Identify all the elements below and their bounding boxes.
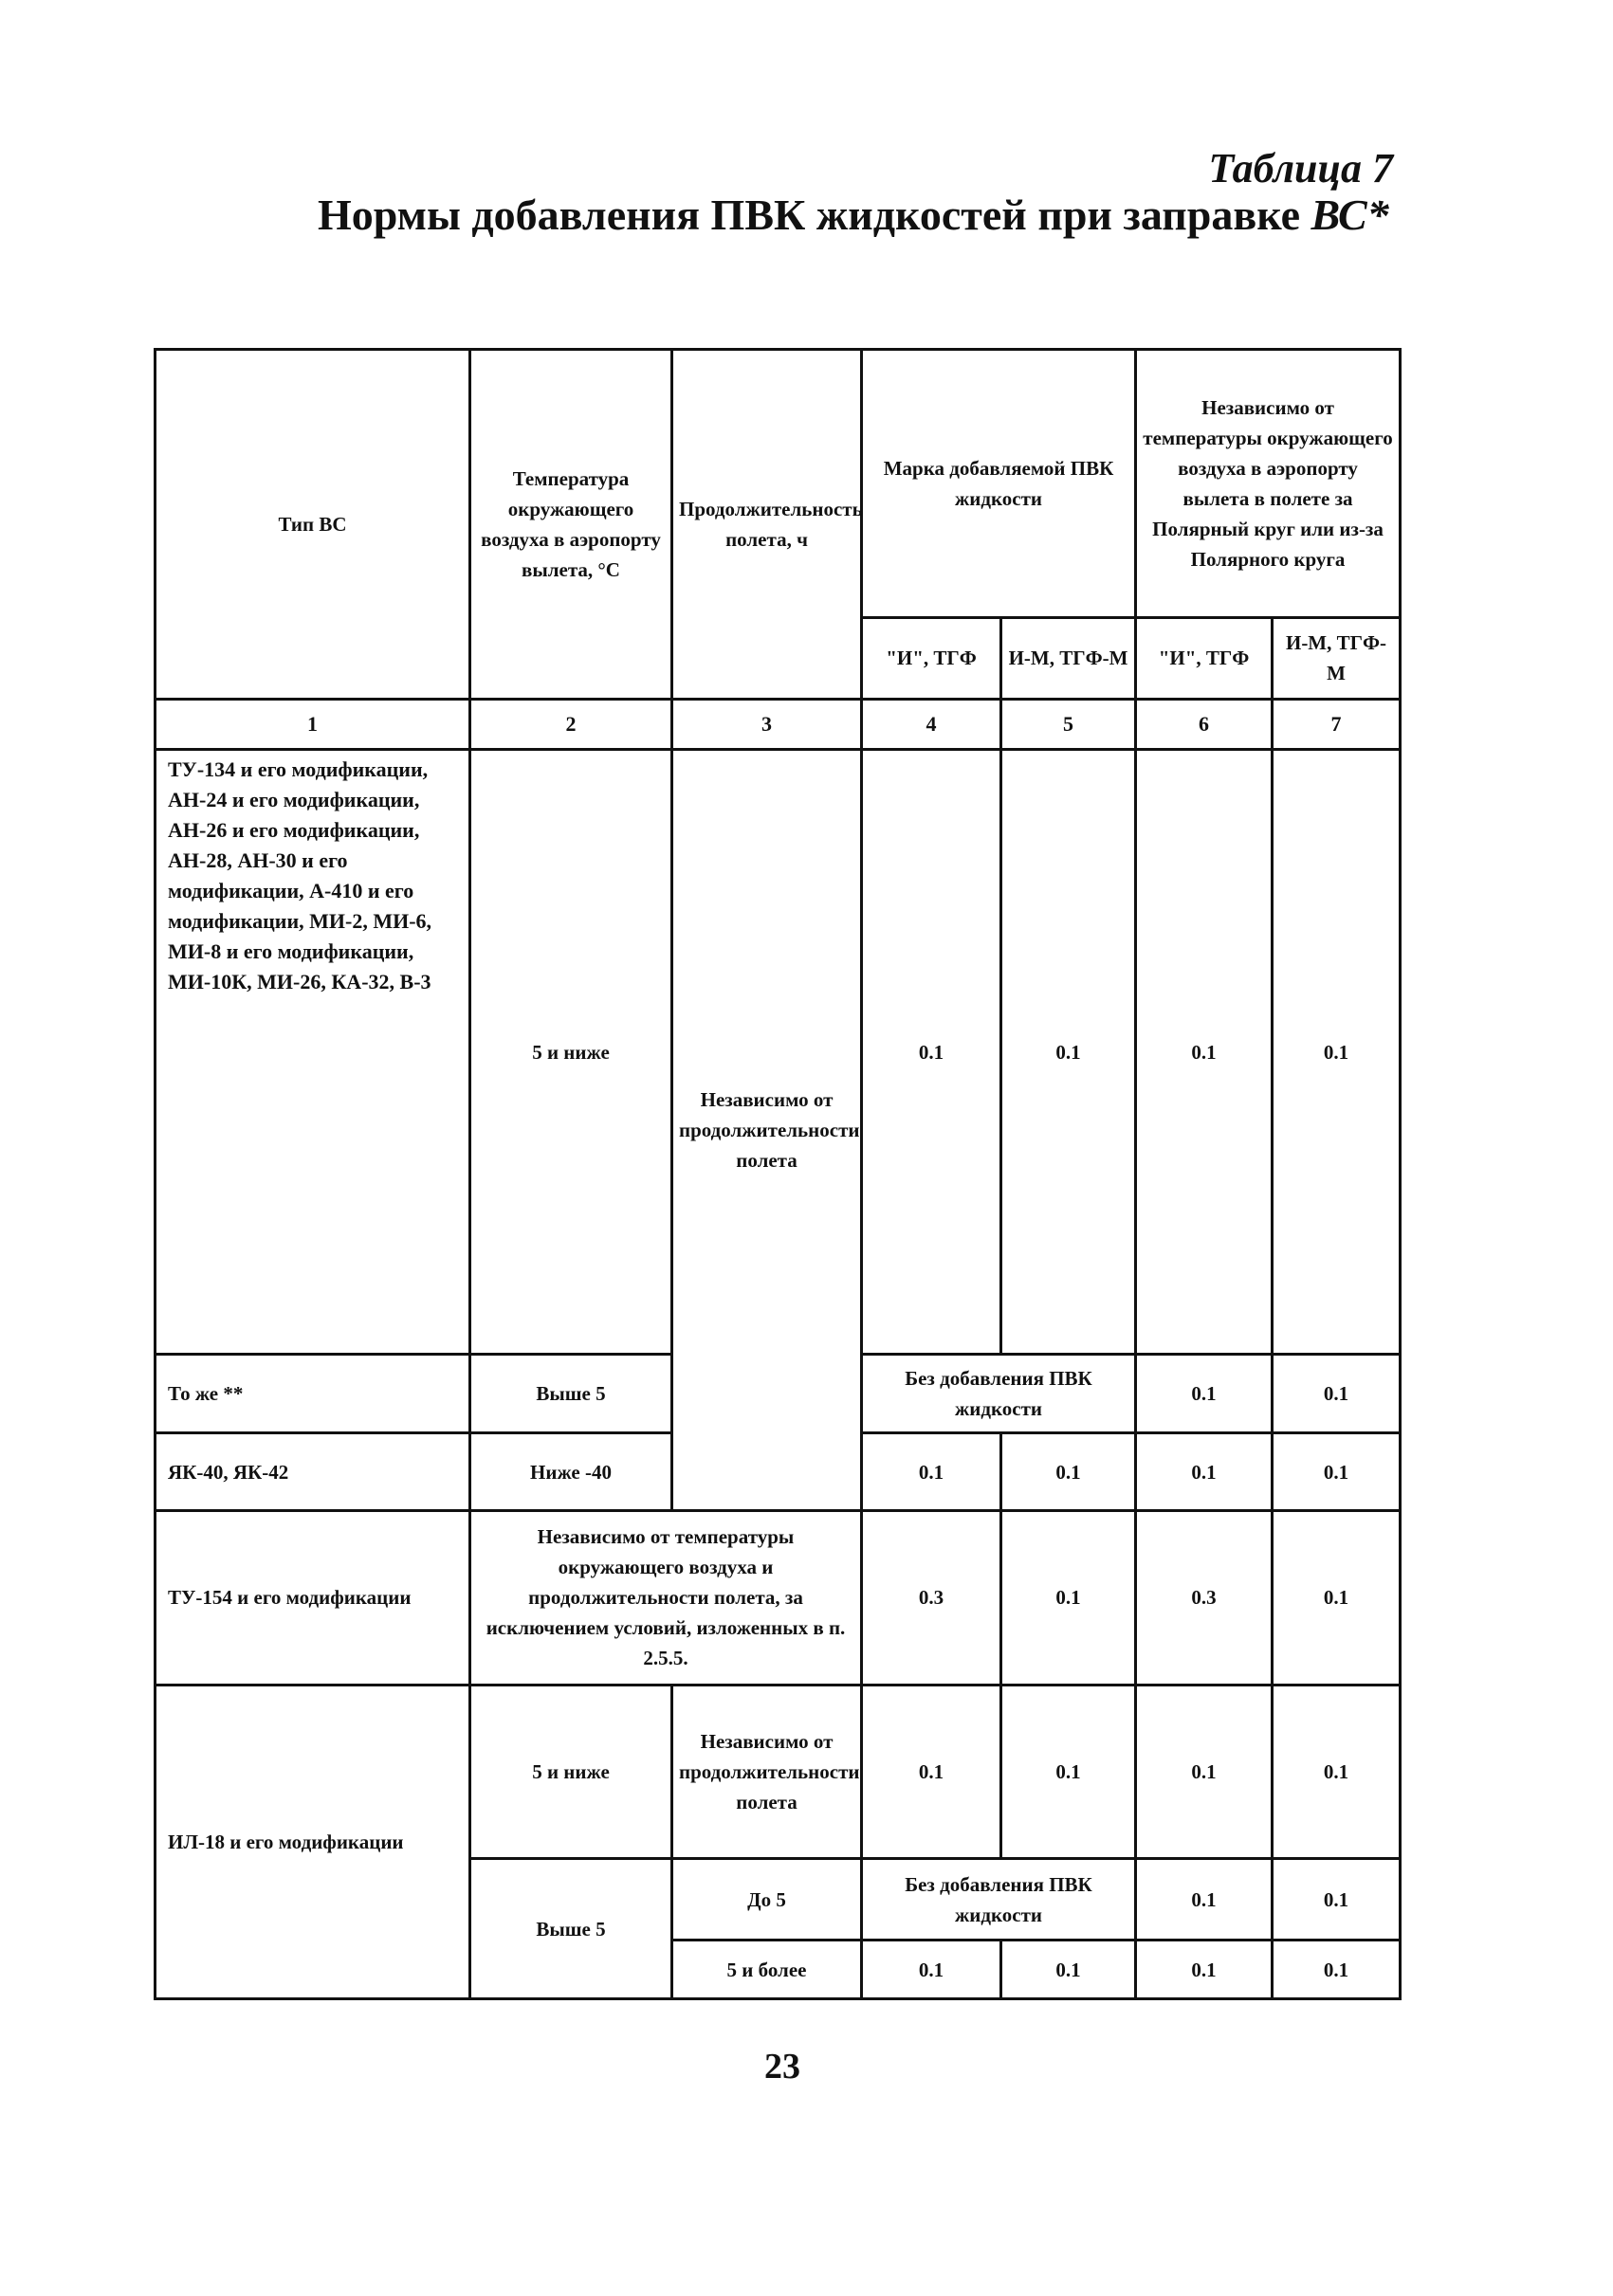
value-col7: 0.1 [1273, 750, 1401, 1355]
table-number: Таблица 7 [1208, 145, 1393, 191]
table-row [156, 1510, 1401, 1685]
column-number: 7 [1273, 699, 1401, 750]
temperature: Ниже -40 [470, 1433, 672, 1511]
temperature: 5 и ниже [470, 1685, 672, 1859]
value-col6: 0.3 [1136, 1510, 1273, 1685]
value-col7: 0.1 [1273, 1355, 1401, 1433]
value-col5: 0.1 [1001, 1433, 1136, 1511]
subheader-i-tgf: "И", ТГФ [862, 617, 1001, 699]
header-aircraft-type: Тип ВС [156, 350, 470, 700]
column-number: 4 [862, 699, 1001, 750]
subheader-i-tgf-polar: "И", ТГФ [1136, 617, 1273, 699]
value-col6: 0.1 [1136, 1941, 1273, 1999]
temperature: 5 и ниже [470, 750, 672, 1355]
value-col6: 0.1 [1136, 1433, 1273, 1511]
value-col6: 0.1 [1136, 1859, 1273, 1941]
aircraft-type: ТУ-134 и его модификации, АН-24 и его модификации, АН-26 и его модификации, АН-28, АН-30 и его модификации, А-410 и его модификации, МИ-2, МИ-6, МИ-8 и его модификации, МИ-10К, МИ-26, КА-32, В-3 [156, 750, 470, 1355]
no-fluid-note: Без добавления ПВК жидкости [862, 1859, 1136, 1941]
aircraft-type: ИЛ-18 и его модификации [156, 1685, 470, 1998]
page-title [318, 190, 1389, 240]
value-col5: 0.1 [1001, 1685, 1136, 1859]
column-number: 6 [1136, 699, 1273, 750]
table-row [156, 1685, 1401, 1859]
fluid-norms-table [154, 348, 1402, 2000]
value-col7: 0.1 [1273, 1685, 1401, 1859]
header-polar-circle: Независимо от температуры окружающего воздуха в аэропорту вылета в полете за Полярный круг или из-за Полярного круга [1136, 350, 1401, 618]
duration: Независимо от продолжительности полета [672, 1685, 862, 1859]
value-col5: 0.1 [1001, 1510, 1136, 1685]
header-row [156, 350, 1401, 618]
value-col6: 0.1 [1136, 1355, 1273, 1433]
value-col7: 0.1 [1273, 1433, 1401, 1511]
value-col4: 0.1 [862, 1685, 1001, 1859]
temperature-duration: Независимо от температуры окружающего воздуха и продолжительности полета, за исключением условий, изложенных в п. 2.5.5. [470, 1510, 862, 1685]
value-col7: 0.1 [1273, 1859, 1401, 1941]
header-fluid-grade: Марка добавляемой ПВК жидкости [862, 350, 1136, 618]
aircraft-type: То же ** [156, 1355, 470, 1433]
column-number: 3 [672, 699, 862, 750]
duration: Независимо от продолжительности полета [672, 750, 862, 1511]
aircraft-type: ТУ-154 и его модификации [156, 1510, 470, 1685]
value-col4: 0.1 [862, 1433, 1001, 1511]
title-text: Нормы добавления ПВК жидкостей при заправке [318, 191, 1300, 239]
value-col7: 0.1 [1273, 1941, 1401, 1999]
column-number: 5 [1001, 699, 1136, 750]
value-col4: 0.3 [862, 1510, 1001, 1685]
value-col6: 0.1 [1136, 750, 1273, 1355]
page-number: 23 [764, 2047, 800, 2086]
value-col4: 0.1 [862, 750, 1001, 1355]
value-col6: 0.1 [1136, 1685, 1273, 1859]
duration: До 5 [672, 1859, 862, 1941]
temperature: Выше 5 [470, 1355, 672, 1433]
value-col5: 0.1 [1001, 750, 1136, 1355]
value-col4: 0.1 [862, 1941, 1001, 1999]
header-temperature: Температура окружающего воздуха в аэропорту вылета, °С [470, 350, 672, 700]
subheader-im-tgfm: И-М, ТГФ-М [1001, 617, 1136, 699]
table-row [156, 750, 1401, 1355]
value-col5: 0.1 [1001, 1941, 1136, 1999]
no-fluid-note: Без добавления ПВК жидкости [862, 1355, 1136, 1433]
header-duration: Продолжительность полета, ч [672, 350, 862, 700]
temperature: Выше 5 [470, 1859, 672, 1999]
value-col7: 0.1 [1273, 1510, 1401, 1685]
column-number-row [156, 699, 1401, 750]
title-mark: ВС* [1311, 191, 1389, 239]
column-number: 2 [470, 699, 672, 750]
column-number: 1 [156, 699, 470, 750]
subheader-im-tgfm-polar: И-М, ТГФ-М [1273, 617, 1401, 699]
aircraft-type: ЯК-40, ЯК-42 [156, 1433, 470, 1511]
duration: 5 и более [672, 1941, 862, 1999]
